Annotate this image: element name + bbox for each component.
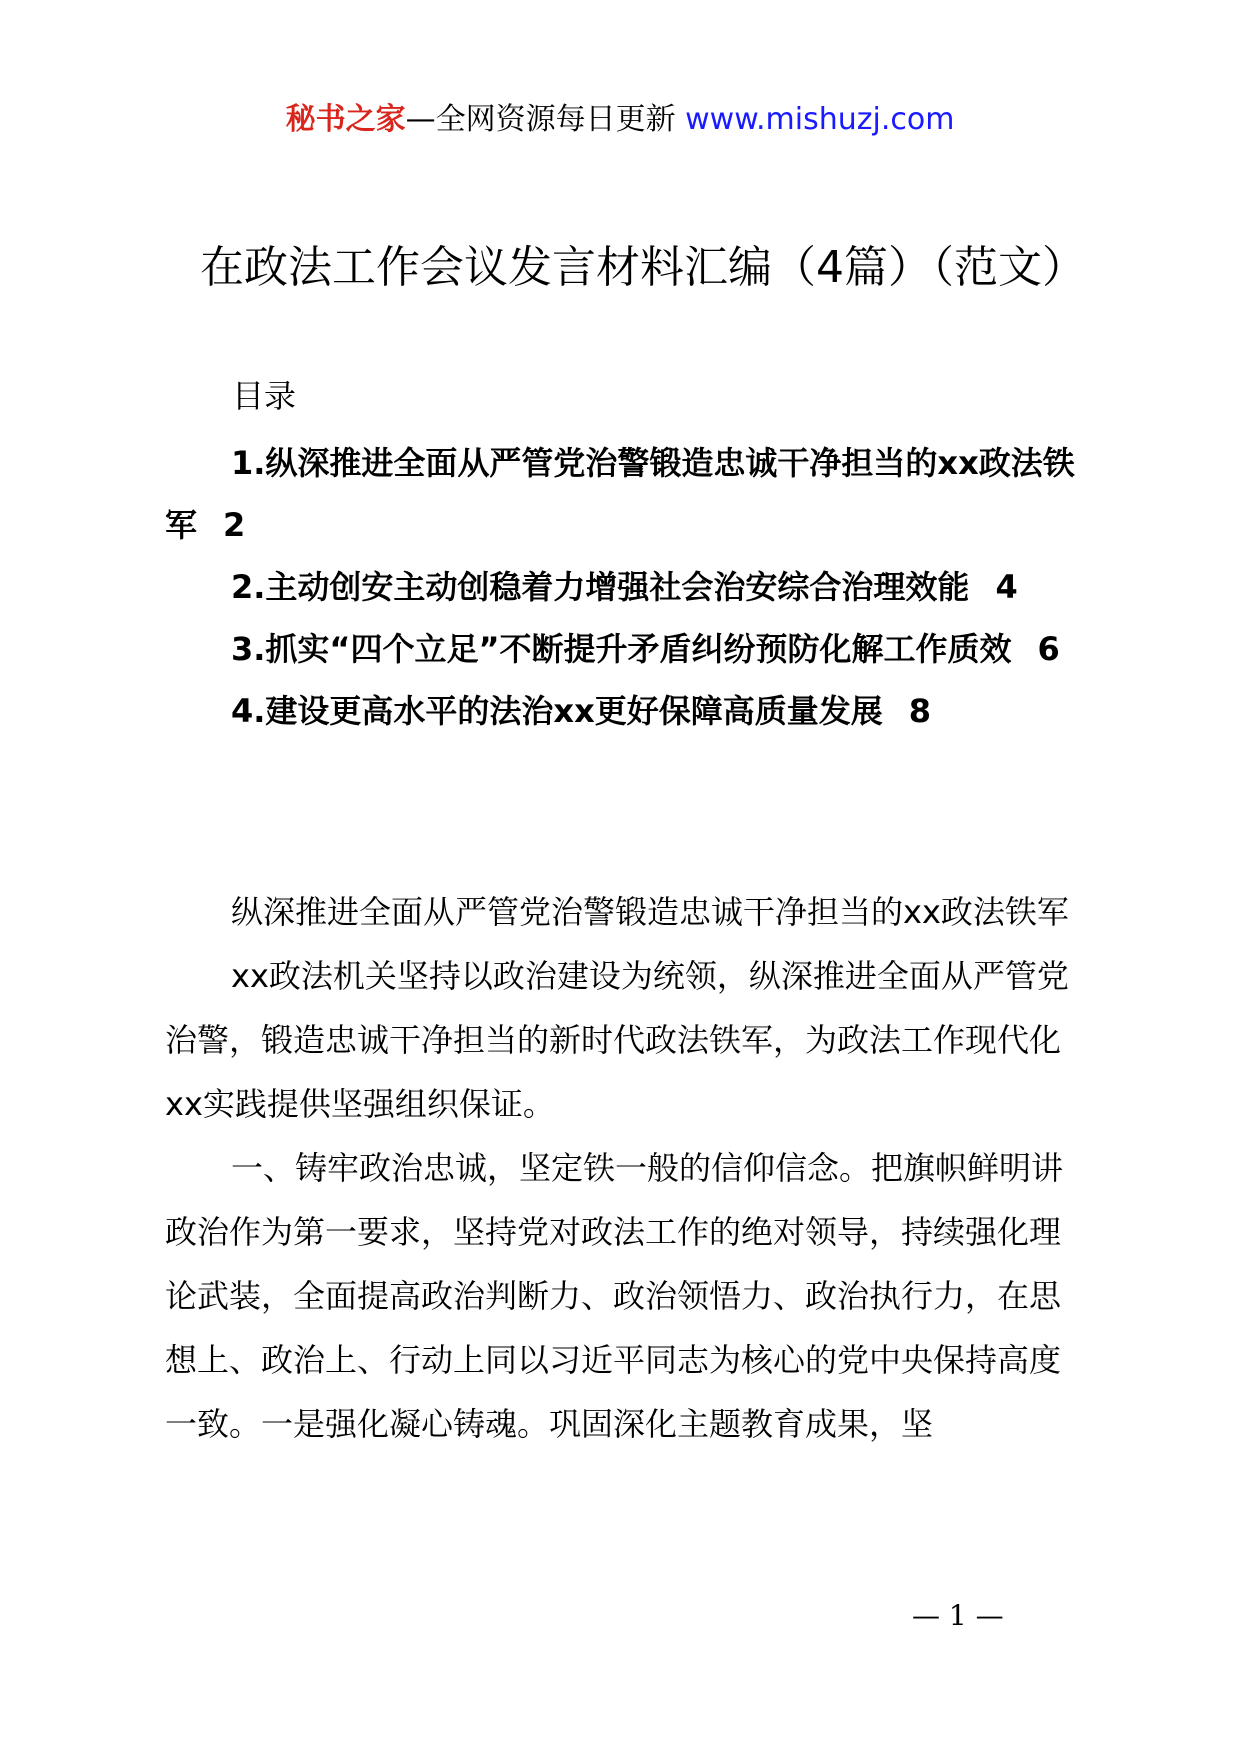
toc-item[interactable]: [165, 556, 1085, 618]
toc-item[interactable]: [165, 680, 1085, 742]
toc-item-text: 1.纵深推进全面从严管党治警锻造忠诚干净担当的xx政法铁军: [165, 444, 1075, 544]
toc-label: 目录: [232, 377, 297, 415]
toc-item[interactable]: [165, 618, 1085, 680]
document-title: 在政法工作会议发言材料汇编（4篇）（范文）: [200, 242, 1086, 293]
site-header: [0, 100, 1240, 140]
toc-item-page: 2: [223, 506, 246, 544]
toc-item-text: 2.主动创安主动创稳着力增强社会治安综合治理效能: [231, 568, 970, 606]
toc-item-page: 4: [995, 568, 1018, 606]
page-number: — 1 —: [912, 1599, 1004, 1632]
toc-item-text: 3.抓实“四个立足”不断提升矛盾纠纷预防化解工作质效: [231, 630, 1012, 668]
table-of-contents: [165, 432, 1085, 742]
brand-name: 秘书之家: [285, 102, 406, 137]
toc-item-page: 8: [908, 692, 931, 730]
website-link[interactable]: www.mishuzj.com: [685, 102, 955, 137]
header-tagline: —全网资源每日更新: [405, 102, 686, 137]
section-title: 纵深推进全面从严管党治警锻造忠诚干净担当的xx政法铁军: [231, 893, 1069, 931]
body-paragraph: xx政法机关坚持以政治建设为统领，纵深推进全面从严管党治警，锻造忠诚干净担当的新时代政法铁军，为政法工作现代化xx实践提供坚强组织保证。: [165, 957, 1069, 1123]
toc-item-page: 6: [1037, 630, 1060, 668]
toc-item-text: 4.建设更高水平的法治xx更好保障高质量发展: [231, 692, 883, 730]
article-body: [165, 880, 1085, 1456]
body-paragraph: 一、铸牢政治忠诚，坚定铁一般的信仰信念。把旗帜鲜明讲政治作为第一要求，坚持党对政法工作的绝对领导，持续强化理论武装，全面提高政治判断力、政治领悟力、政治执行力，在思想上、政治上、行动上同以习近平同志为核心的党中央保持高度一致。一是强化凝心铸魂。巩固深化主题教育成果，坚: [165, 1149, 1064, 1443]
toc-item[interactable]: [165, 432, 1085, 556]
